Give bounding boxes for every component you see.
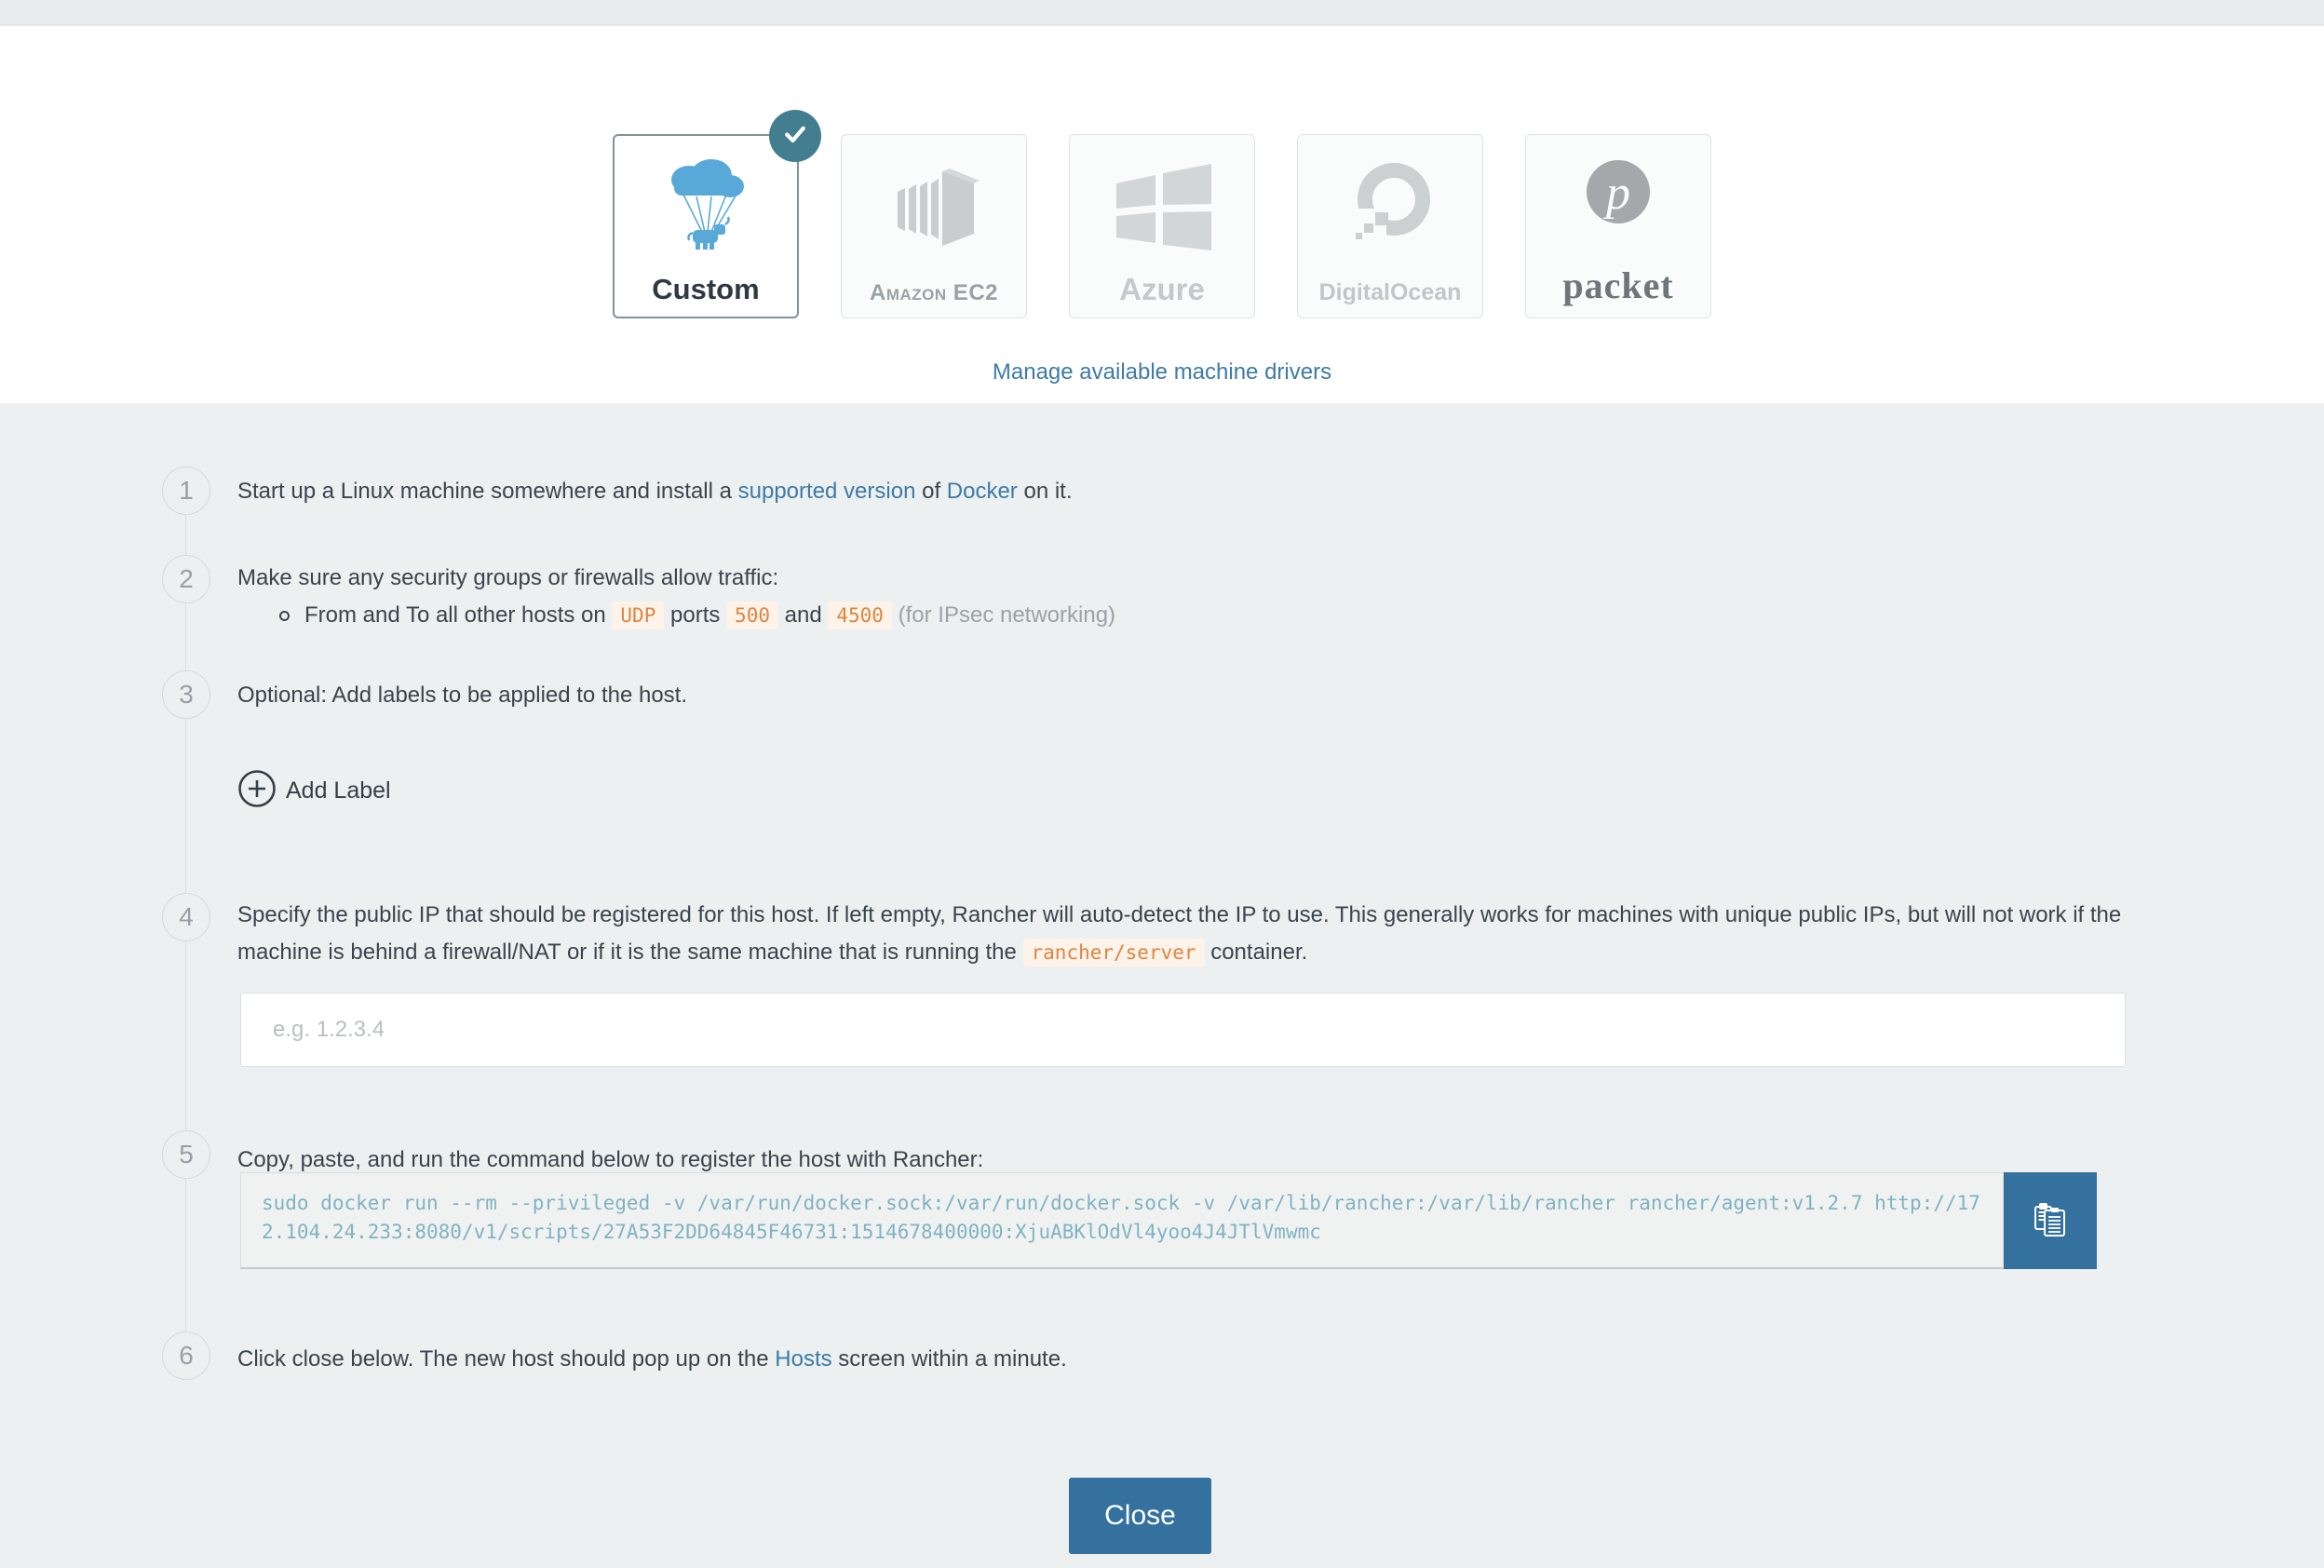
driver-label-amazon-ec2: Amazon EC2: [869, 280, 998, 305]
step-6-pre: Click close below. The new host should pop up on the: [237, 1346, 776, 1372]
docker-link[interactable]: Docker: [946, 479, 1018, 504]
udp-code-badge: UDP: [612, 602, 664, 629]
driver-card-digitalocean[interactable]: [1297, 134, 1483, 318]
top-strip: [0, 0, 2324, 26]
step-number-4: 4: [162, 893, 210, 941]
driver-label-azure: Azure: [1119, 272, 1205, 306]
driver-card-amazon-ec2[interactable]: [841, 134, 1027, 318]
step-number-1: 1: [162, 466, 210, 515]
check-icon: [781, 120, 809, 153]
step-6-text: [237, 1341, 1067, 1378]
driver-label-digitalocean: DigitalOcean: [1318, 279, 1462, 305]
step-6-post: screen within a minute.: [831, 1346, 1067, 1372]
driver-label-custom: Custom: [652, 273, 760, 305]
manage-machine-drivers-link[interactable]: Manage available machine drivers: [992, 359, 1332, 385]
supported-version-link[interactable]: supported version: [737, 479, 916, 504]
step-1-post: on it.: [1017, 479, 1073, 504]
digitalocean-logo: [1298, 135, 1482, 281]
copy-command-button[interactable]: [2004, 1172, 2097, 1269]
step-2-bullet-mid1: ports: [664, 602, 727, 628]
custom-cloud-cow-icon: [615, 136, 797, 275]
driver-picker-panel: [0, 26, 2324, 403]
driver-cards-row: [613, 134, 1711, 318]
port-4500-code-badge: 4500: [828, 602, 892, 629]
svg-text:p: p: [1606, 167, 1630, 220]
hosts-link[interactable]: Hosts: [775, 1346, 832, 1372]
driver-label-packet: packet: [1562, 264, 1674, 306]
step-3-text: Optional: Add labels to be applied to the host.: [237, 683, 688, 708]
public-ip-input[interactable]: [240, 993, 2126, 1067]
step-1-text: [237, 473, 1073, 510]
step-2-heading: Make sure any security groups or firewalls allow traffic:: [237, 565, 779, 590]
selected-check-badge: [769, 110, 821, 162]
packet-logo: [1526, 135, 1710, 267]
driver-card-azure[interactable]: [1069, 134, 1255, 318]
add-label-button[interactable]: [237, 769, 391, 813]
driver-card-custom[interactable]: [613, 134, 799, 318]
step-number-6: 6: [162, 1331, 210, 1380]
registration-command-box[interactable]: sudo docker run --rm --privileged -v /var/run/docker.sock:/var/run/docker.sock -v /var/lib/rancher:/var/lib/rancher rancher/agent:v1.2.7 http://172.104.24.233:8080/v1/scripts/27A53F2DD64845F46731:1514678400000:XjuABKlOdVl4yoo4J4JTlVmwmc: [240, 1172, 2004, 1269]
step-number-3: 3: [162, 670, 210, 719]
step-number-2: 2: [162, 555, 210, 603]
manage-drivers-row: [0, 359, 2324, 385]
amazon-ec2-logo: [842, 135, 1026, 282]
bullet-icon: [279, 611, 290, 621]
clipboard-copy-icon: [2029, 1198, 2072, 1244]
plus-circle-icon: [237, 769, 277, 813]
step-number-5: 5: [162, 1130, 210, 1179]
step-1-mid: of: [915, 479, 947, 504]
step-4-post: container.: [1204, 939, 1308, 965]
driver-card-packet[interactable]: [1525, 134, 1711, 318]
azure-logo: [1070, 135, 1254, 274]
step-2-bullet-note: (for IPsec networking): [891, 602, 1116, 628]
step-4-pre: Specify the public IP that should be registered for this host. If left empty, Rancher will auto-detect the IP to use. This generally works for machines with unique public IPs, but will not work if the machine is behind a firewall/NAT or if it is the same machine that is running the: [237, 902, 2122, 965]
step-2-bullet-pre: From and To all other hosts on: [304, 602, 613, 628]
add-label-text: Add Label: [286, 777, 391, 804]
step-2-bullet-mid2: and: [777, 602, 829, 628]
step-2-bullet: [279, 597, 1115, 634]
port-500-code-badge: 500: [726, 602, 778, 629]
step-4-text: [237, 897, 2132, 971]
rancher-server-code-badge: rancher/server: [1023, 939, 1205, 966]
close-button[interactable]: Close: [1069, 1478, 1211, 1554]
step-1-pre: Start up a Linux machine somewhere and install a: [237, 479, 738, 504]
step-5-text: Copy, paste, and run the command below to register the host with Rancher:: [237, 1147, 984, 1172]
